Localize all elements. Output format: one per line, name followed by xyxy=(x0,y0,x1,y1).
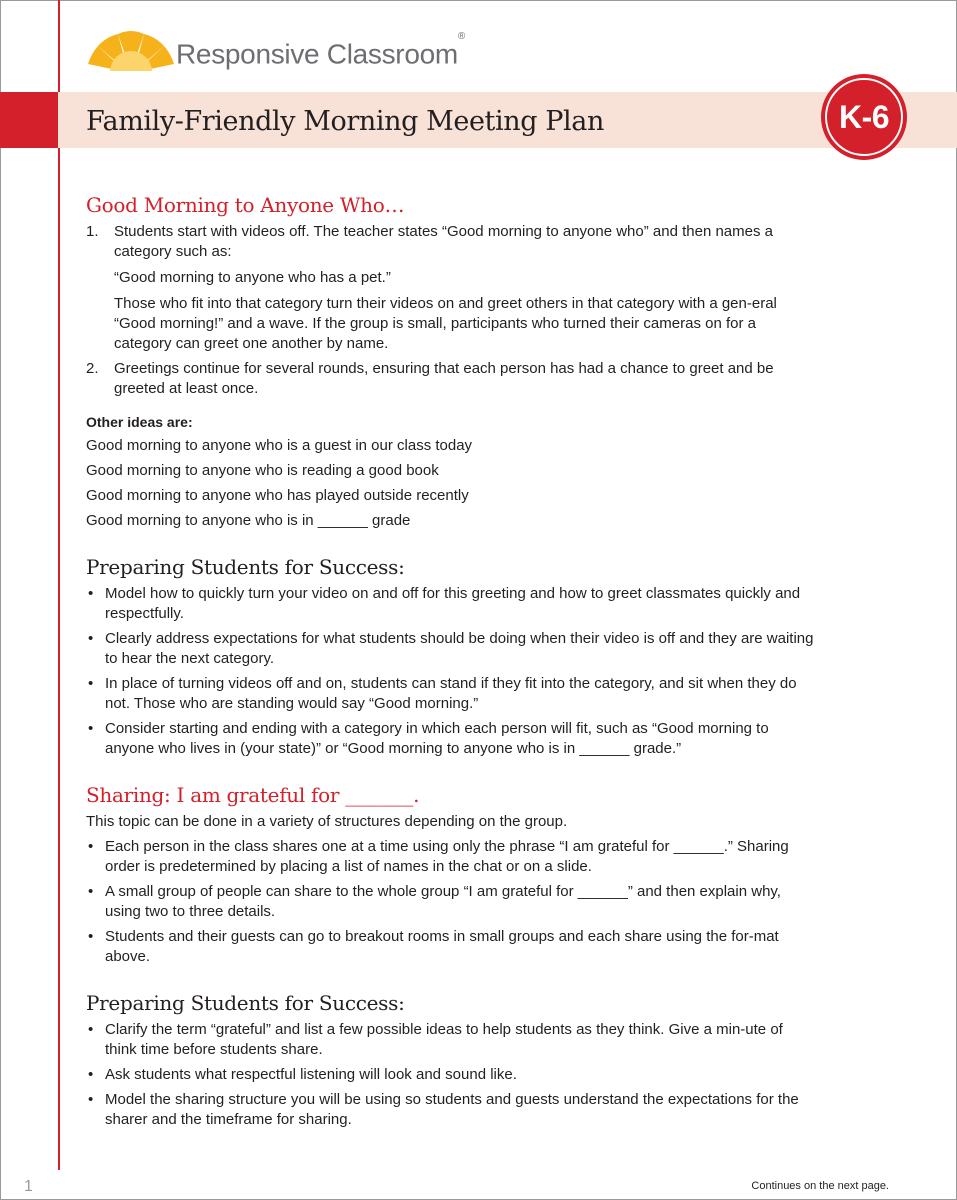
list-item: • Students and their guests can go to breakout rooms in small groups and each share using the for-mat above. xyxy=(88,928,779,965)
margin-rule xyxy=(58,0,60,1170)
main-content xyxy=(86,192,816,1130)
list-item: 2. Greetings continue for several rounds, ensuring that each person has had a chance to greet and be greeted at least once. xyxy=(86,360,774,397)
prep-1-bullets xyxy=(86,584,816,759)
other-ideas-list xyxy=(86,436,816,531)
brand-wordmark: Responsive Classroom® xyxy=(176,31,465,70)
list-item: • Consider starting and ending with a category in which each person will fit, such as “Good morning to anyone who lives in (your state)” or “Good morning to anyone who is in ______ grade.” xyxy=(88,720,769,757)
list-item: Good morning to anyone who has played outside recently xyxy=(86,487,469,504)
title-band-accent xyxy=(0,92,58,148)
continues-note: Continues on the next page. xyxy=(751,1180,889,1192)
grade-badge xyxy=(813,82,909,158)
brand-logo xyxy=(88,26,488,76)
list-item: • Each person in the class shares one at a time using only the phrase “I am grateful for ______.” Sharing order is predetermined by placing a list of names in the chat or on a slide. xyxy=(88,838,789,875)
greeting-example: “Good morning to anyone who has a pet.” xyxy=(114,269,391,286)
greeting-steps xyxy=(86,222,816,399)
section-heading-prep-2: Preparing Students for Success: xyxy=(86,991,405,1015)
list-item: 1. Students start with videos off. The teacher states “Good morning to anyone who” and then names a category such as: “Good morning to anyone who has a pet.” Those who fit into that category turn their videos on and greet others in that category with a gen-eral “Good morning!” and a wave. If the group is small, participants who turned their cameras on for a category can greet one another by name. xyxy=(86,222,816,354)
list-item: • In place of turning videos off and on, students can stand if they fit into the category, and sit when they do not. Those who are standing would say “Good morning.” xyxy=(88,675,797,712)
list-item: Good morning to anyone who is in ______ grade xyxy=(86,512,411,529)
list-item: • Model how to quickly turn your video on and off for this greeting and how to greet classmates quickly and respectfully. xyxy=(88,585,801,622)
section-heading-greeting: Good Morning to Anyone Who… xyxy=(86,193,405,217)
list-item: • Model the sharing structure you will be using so students and guests understand the expectations for the sharer and the timeframe for sharing. xyxy=(88,1091,799,1128)
prep-2-bullets xyxy=(86,1020,816,1130)
list-item: • A small group of people can share to the whole group “I am grateful for ______” and then explain why, using two to three details. xyxy=(88,883,781,920)
list-item: • Clarify the term “grateful” and list a few possible ideas to help students as they think. Give a min-ute of think time before students share. xyxy=(88,1021,783,1058)
sharing-bullets xyxy=(86,837,816,967)
list-item: Good morning to anyone who is reading a good book xyxy=(86,462,439,479)
section-heading-prep-1: Preparing Students for Success: xyxy=(86,555,405,579)
other-ideas-label: Other ideas are: xyxy=(86,414,193,430)
sharing-intro: This topic can be done in a variety of structures depending on the group. xyxy=(86,813,568,830)
list-item: Good morning to anyone who is a guest in our class today xyxy=(86,437,473,454)
page-title: Family-Friendly Morning Meeting Plan xyxy=(86,106,604,137)
grade-badge-label: K-6 xyxy=(838,99,890,135)
sun-icon xyxy=(88,28,174,72)
list-item: • Ask students what respectful listening will look and sound like. xyxy=(88,1066,517,1083)
list-item: • Clearly address expectations for what students should be doing when their video is off and they are waiting to hear the next category. xyxy=(88,630,814,667)
section-heading-sharing: Sharing: I am grateful for _______. xyxy=(86,783,420,807)
page-number: 1 xyxy=(24,1178,33,1195)
